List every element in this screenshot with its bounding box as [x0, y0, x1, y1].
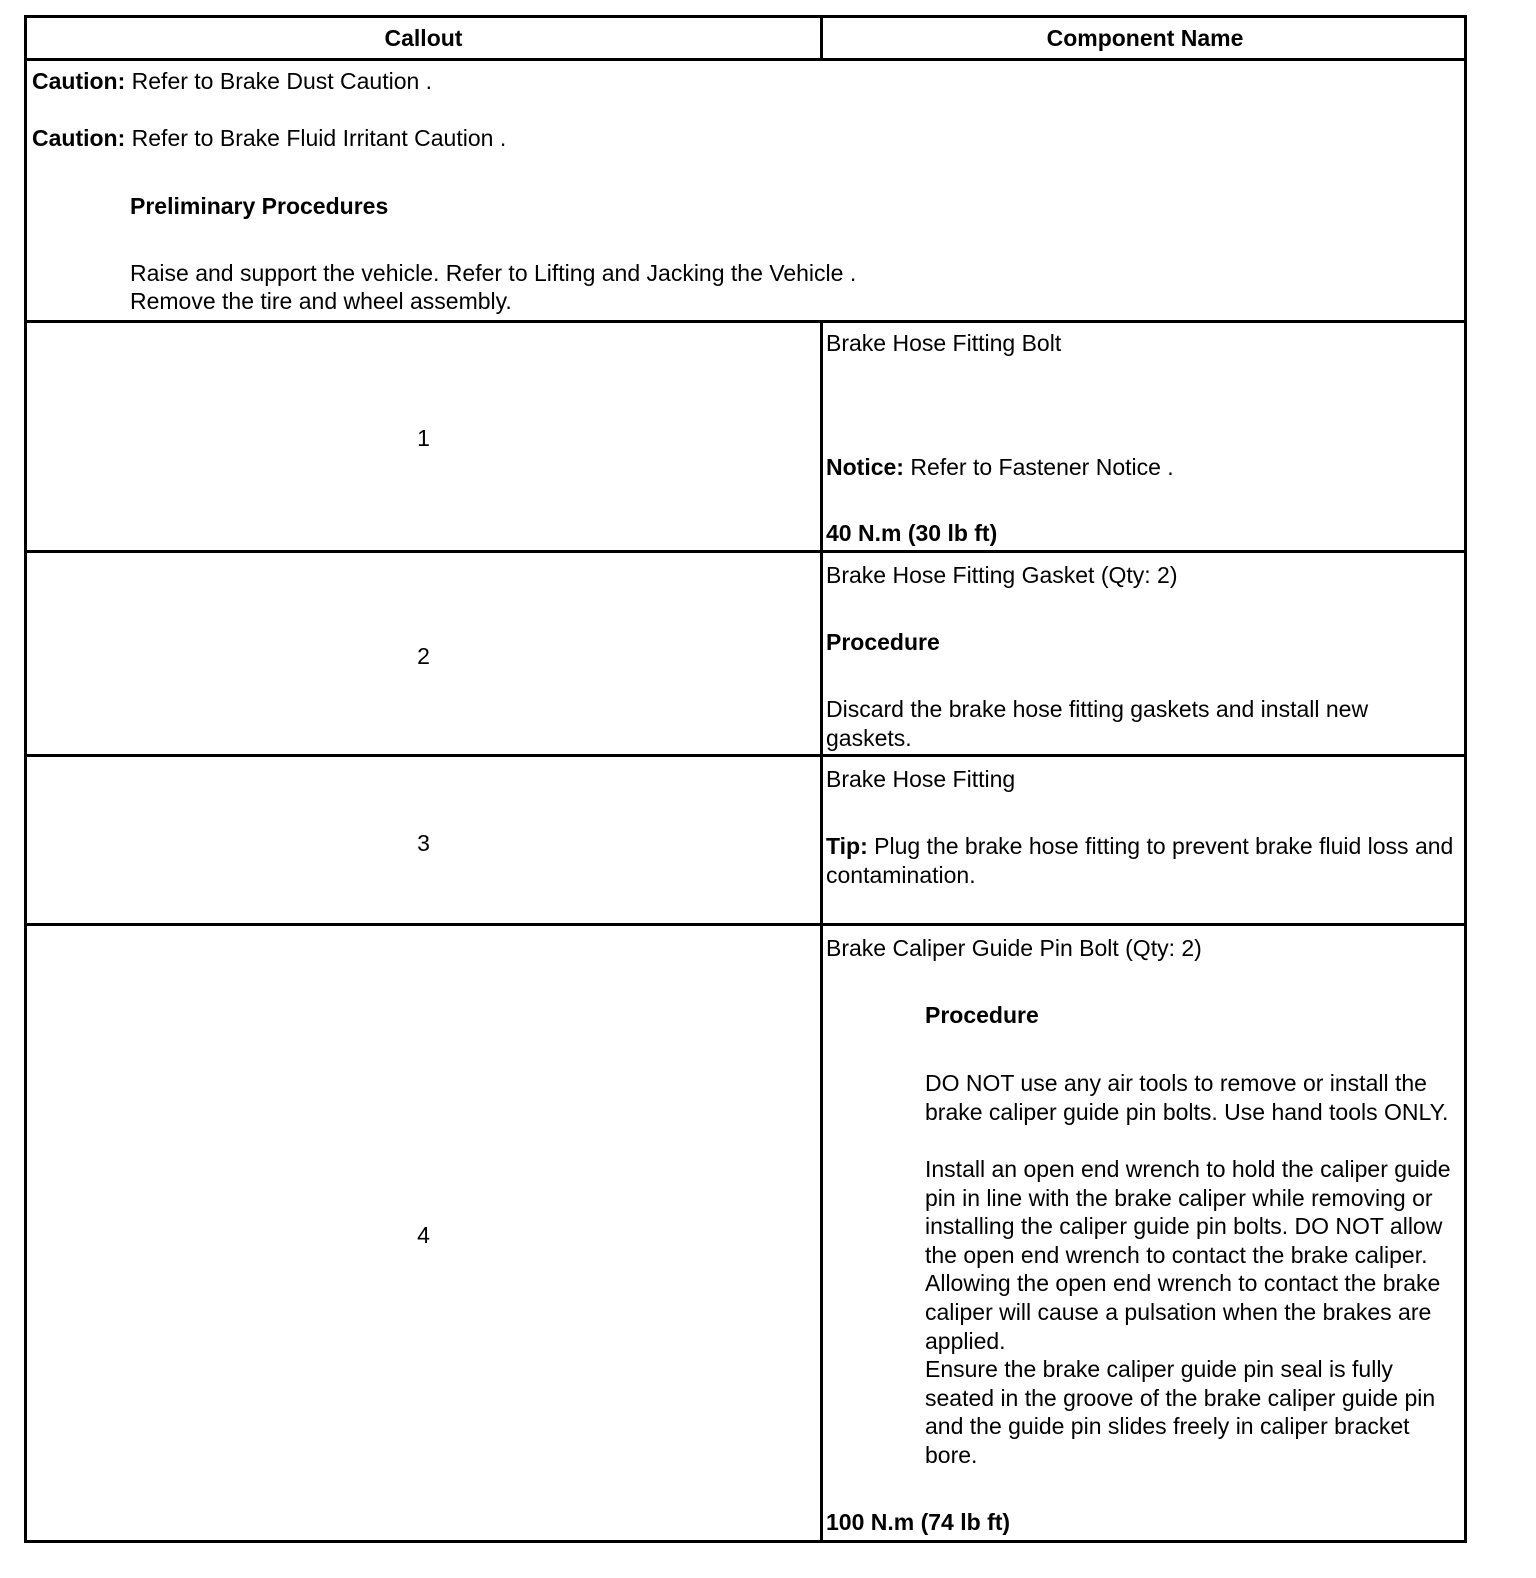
torque-spec: 40 N.m (30 lb ft)	[826, 520, 998, 546]
procedure-heading: Procedure	[826, 629, 940, 655]
torque-spec: 100 N.m (74 lb ft)	[826, 1509, 1011, 1535]
component-name: Brake Hose Fitting Gasket (Qty: 2)	[826, 562, 1178, 588]
procedure-heading: Procedure	[925, 1002, 1039, 1028]
caution-brake-dust	[32, 67, 432, 95]
caution-label: Caution:	[32, 68, 126, 94]
procedure-table	[24, 15, 1467, 1543]
row-separator	[27, 320, 1464, 323]
callout-number: 3	[417, 830, 430, 856]
row-separator	[27, 550, 1464, 553]
row-separator	[27, 58, 1464, 61]
component-name: Brake Hose Fitting	[826, 766, 1016, 792]
preliminary-step-1: Raise and support the vehicle. Refer to Lifting and Jacking the Vehicle .	[130, 260, 857, 286]
tip-label: Tip:	[826, 833, 868, 859]
header-component-name: Component Name	[1046, 25, 1244, 51]
row-separator	[27, 754, 1464, 757]
tip-text: Plug the brake hose fitting to prevent brake fluid loss and contamination.	[826, 833, 1454, 888]
procedure-step-3: Ensure the brake caliper guide pin seal is fully seated in the groove of the brake caliper guide pin and the guide pin slides freely in caliper bracket bore.	[925, 1356, 1436, 1468]
notice-text: Refer to Fastener Notice .	[910, 454, 1174, 480]
header-divider	[820, 18, 823, 58]
header-callout: Callout	[384, 25, 463, 51]
column-divider	[820, 323, 823, 1543]
preliminary-procedures-heading: Preliminary Procedures	[130, 193, 389, 219]
notice-label: Notice:	[826, 454, 904, 480]
caution-text: Refer to Brake Fluid Irritant Caution .	[131, 125, 507, 151]
tip	[826, 832, 1460, 889]
component-name: Brake Caliper Guide Pin Bolt (Qty: 2)	[826, 935, 1202, 961]
caution-brake-fluid	[32, 124, 506, 152]
component-name: Brake Hose Fitting Bolt	[826, 330, 1062, 356]
notice	[826, 453, 1174, 481]
callout-number: 1	[417, 425, 430, 451]
callout-number: 4	[417, 1222, 430, 1248]
caution-label: Caution:	[32, 125, 126, 151]
row-separator	[27, 923, 1464, 926]
procedure-text: Discard the brake hose fitting gaskets and install new gaskets.	[826, 696, 1369, 751]
callout-number: 2	[417, 643, 430, 669]
preliminary-step-2: Remove the tire and wheel assembly.	[130, 288, 512, 314]
caution-text: Refer to Brake Dust Caution .	[131, 68, 433, 94]
procedure-step-2: Install an open end wrench to hold the caliper guide pin in line with the brake caliper while removing or installing the caliper guide pin bolts. DO NOT allow the open end wrench to contact the brake caliper. Allowing the open end wrench to contact the brake caliper will cause a pulsation when the brakes are applied.	[925, 1156, 1451, 1354]
procedure-step-1: DO NOT use any air tools to remove or install the brake caliper guide pin bolts. Use hand tools ONLY.	[925, 1070, 1449, 1125]
